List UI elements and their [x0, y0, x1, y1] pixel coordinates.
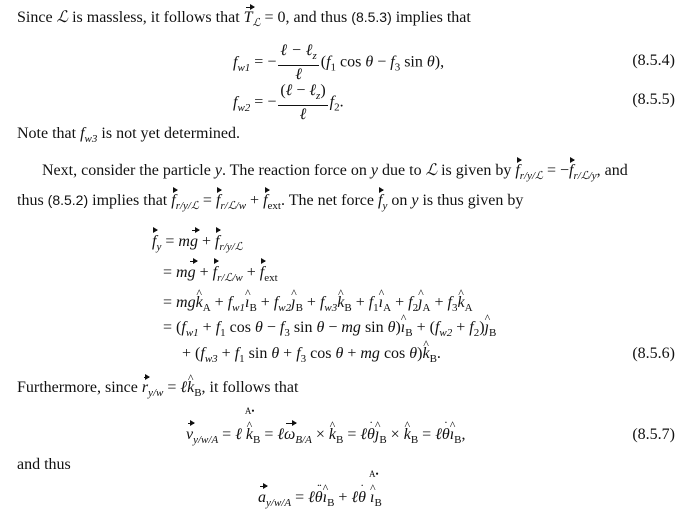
equation-number: (8.5.6) — [632, 345, 675, 362]
paragraph-furthermore: Furthermore, since $r_{y/w}$ = ℓk $\^{}_B$, it follows that — [17, 378, 298, 403]
equation-fy-line3: = mgk $\^{}_A$ + $f_{w1}ı$ $\^{}_B$ + $f_{w2}ȷ$ $\^{}_B + f_{w3}k$ $\^{}_B$ + $f_1ı$ $\^{}_A$ + $f_2ȷ$ $\^{}_A + f_3k$ $\^{}_A$ — [163, 292, 473, 319]
paragraph-and-thus: and thus — [17, 456, 71, 473]
equation-number: (8.5.4) — [632, 52, 675, 69]
equation-number: (8.5.7) — [632, 426, 675, 443]
equation-8-5-4: $f_{w1}$ = − $\frac{\ell - \ell_z}{\text{ℓ}}$ ($f_1$ $\cos \theta - f_3$ sin θ), — [233, 42, 445, 83]
paragraph-next-line1: Next, consider the particle y. The reaction force on y due to ℒ is given by $f_{r/y/ℒ} = -f_{r/ℒ/y}$, and — [42, 162, 628, 182]
paragraph-intro: Since ℒ is massless, it follows that $T_ℒ = 0$, and thus (8.5.3) implies that — [17, 9, 471, 29]
equation-fy-line2: = mg + $f_{r/ℒ/w} + f_{ext}$ — [163, 264, 278, 284]
equation-fy-line4: = ($f_{w1} + f_1$ $\cos \theta - f_3$ sin θ − mg sin θ)ı $\^{}_B + (f_{w2}$ + $f_2)ȷ$ $\^{}_B$ — [163, 317, 496, 344]
equation-8-5-7: $v_{y/w/A}$ = ℓ A• k $\^{}_B$ = ℓω$_{B/A}$ × k $\^{}_B$ = ℓθ ·ȷ $\^{}_B \times k$ $\^{}_B$ = ℓθ ·ı $\^{}_B$, — [186, 424, 466, 451]
equation-acceleration: $a_{y/w/A}$ = ℓθ ··ı $\^{}_B$ + ℓθ · A• ı $\^{}_B$ — [258, 487, 382, 514]
equation-number: (8.5.5) — [632, 91, 675, 108]
paragraph-note: Note that $f_{w3}$ is not yet determined. — [17, 125, 241, 145]
paragraph-next-line2: thus (8.5.2) implies that $f_{r/y/ℒ} = f_{r/ℒ/w} + f_{ext}$. The net force $f_y$ on y is thus given by — [17, 192, 524, 212]
equation-8-5-5: $f_{w2}$ = − $\frac{(\ell - \ell_z)}{\text{ℓ}}$ $f_2$. — [233, 82, 344, 123]
equation-fy-line1: $f_y$ = mg + $f_{r/y/ℒ}$ — [152, 233, 243, 253]
equation-fy-line5: + ($f_{w3} + f_1$ $\sin \theta + f_3$ cos θ + mg cos θ)k $\^{}_B$. — [182, 343, 441, 370]
